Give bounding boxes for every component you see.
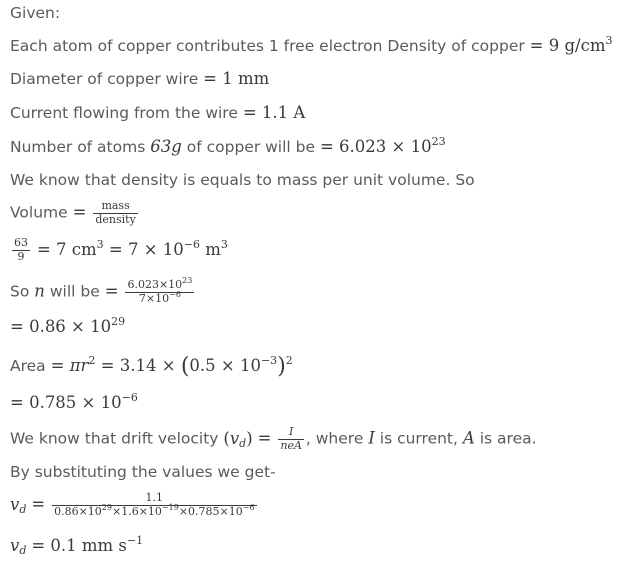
drift-velocity-line <box>10 426 537 452</box>
area-value-line <box>10 393 138 412</box>
diameter-line <box>10 69 269 88</box>
vd-result-value: = 0.1 mm $s^{-1}$ <box>31 534 144 555</box>
atoms-mass: 63g <box>150 137 182 156</box>
volume-calc-line <box>10 237 228 263</box>
atoms-text-a: Number of atoms <box>10 138 146 156</box>
area-text: Area <box>10 357 46 375</box>
volume-eq: = <box>72 202 87 222</box>
vd-fraction: $\frac{1.1}{0.86\times 10^{29}\times 1.6\times 10^{-19}\times 0.785\times 10^{-6}}$ <box>54 491 255 518</box>
current-value: = 1.1 A <box>242 103 306 122</box>
n-eq: = <box>104 281 119 301</box>
drift-text-c: is current, <box>379 429 458 448</box>
substitution-line: By substituting the values we get- <box>10 463 276 481</box>
n-text-b: will be <box>49 282 100 301</box>
density-value: = 9 $g/cm^3$ <box>529 34 613 55</box>
area-line <box>10 354 293 379</box>
drift-text-d: is area. <box>479 429 537 448</box>
vd-result-symbol: $v_d$ <box>10 536 27 557</box>
density-text: Each atom of copper contributes 1 free electron Density of copper <box>10 37 525 55</box>
atoms-text-b: of copper will be <box>186 138 316 156</box>
n-symbol: n <box>34 281 45 301</box>
vd-eq: = <box>31 494 46 514</box>
n-fraction: $\frac{6.023\times 10^{23}}{7\times 10^{-6}}$ <box>127 276 193 305</box>
n-value-line <box>10 317 125 336</box>
n-text: So <box>10 282 30 301</box>
area-value: = $0.785 \times 10^{-6}$ <box>10 391 138 412</box>
area-formula: = $\pi r^2 = 3.14 \times (0.5 \times 10^{-3})^2$ <box>50 354 293 379</box>
atoms-line <box>10 137 446 156</box>
given-heading: Given: <box>10 4 61 22</box>
n-value: = $0.86 \times 10^{29}$ <box>10 315 126 336</box>
n-line <box>10 276 196 305</box>
volume-fraction: $\frac{\text{mass}}{\text{density}}$ <box>95 199 136 226</box>
current-text: Current flowing from the wire <box>10 104 238 122</box>
drift-fraction: $\frac{I}{\text{neA}}$ <box>280 425 302 452</box>
density-line <box>10 36 613 55</box>
drift-a-symbol: A <box>462 428 475 448</box>
density-definition-line: We know that density is equals to mass per unit volume. So <box>10 171 475 189</box>
atoms-value: = $6.023 \times 10^{23}$ <box>319 135 446 156</box>
current-line <box>10 103 305 122</box>
drift-eq: = <box>257 428 272 448</box>
volume-line <box>10 200 140 226</box>
diameter-text: Diameter of copper wire <box>10 70 199 88</box>
vd-substitution-line <box>10 492 259 518</box>
volume-calc-value: = 7 $cm^3 = 7 \times 10^{-6}$ $m^3$ <box>36 237 228 259</box>
volume-text: Volume <box>10 203 68 222</box>
volume-calc-fraction: $\frac{63}{9}$ <box>14 236 28 263</box>
vd-result-line <box>10 536 143 555</box>
drift-text-b: , where <box>305 429 364 448</box>
drift-symbol: $(v_d)$ <box>223 428 253 450</box>
drift-text-a: We know that drift velocity <box>10 429 219 448</box>
drift-i-symbol: I <box>368 428 375 448</box>
diameter-value: = 1 mm <box>203 69 270 88</box>
vd-symbol: $v_d$ <box>10 494 27 516</box>
